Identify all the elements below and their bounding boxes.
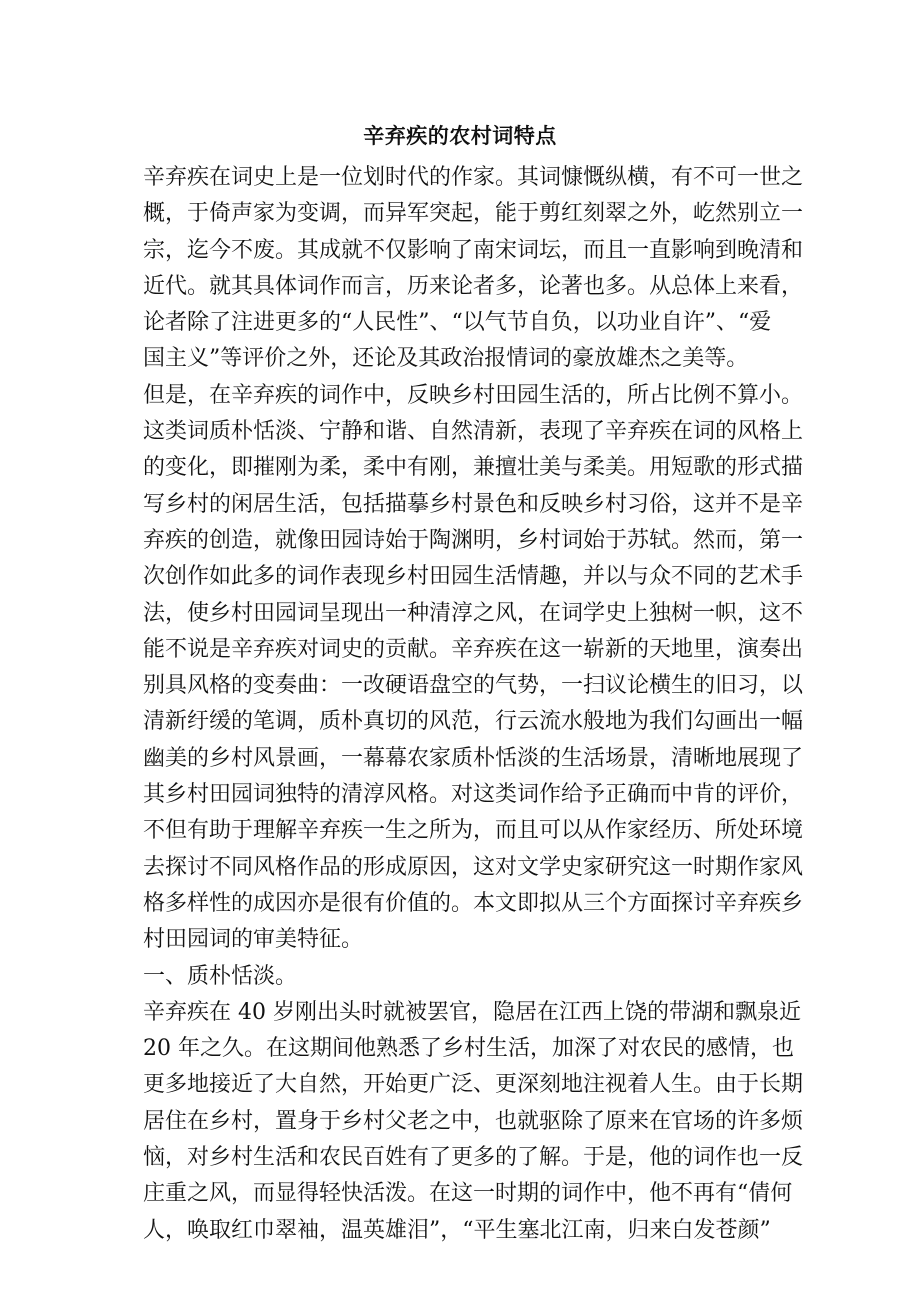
text-line: 村田园词的审美特征。 [143, 927, 364, 953]
text-line: 别具风格的变奏曲：一改硬语盘空的气势，一扫议论横生的旧习，以 [143, 673, 804, 699]
section-heading: 一、质朴恬淡。 [143, 963, 298, 989]
text-line: 概，于倚声家为变调，而异军突起，能于剪红刻翠之外，屹然别立一 [143, 201, 804, 227]
text-line: 其乡村田园词独特的清淳风格。对这类词作给予正确而中肯的评价， [143, 782, 804, 808]
text-line: 辛弃疾在 40 岁刚出头时就被罢官，隐居在江西上饶的带湖和飘泉近 [143, 999, 801, 1025]
text-line: 幽美的乡村风景画，一幕幕农家质朴恬淡的生活场景，清晰地展现了 [143, 745, 804, 771]
text-line: 宗，迄今不废。其成就不仅影响了南宋词坛，而且一直影响到晚清和 [143, 237, 804, 263]
text-line: 更多地接近了大自然，开始更广泛、更深刻地注视着人生。由于长期 [143, 1072, 804, 1098]
text-line: 论者除了注进更多的“人民性”、“以气节自负，以功业自许”、“爱 [143, 310, 772, 336]
text-line: 次创作如此多的词作表现乡村田园生活情趣，并以与众不同的艺术手 [143, 564, 804, 590]
text-line: 能不说是辛弃疾对词史的贡献。辛弃疾在这一崭新的天地里，演奏出 [143, 636, 804, 662]
text-line: 这类词质朴恬淡、宁静和谐、自然清新，表现了辛弃疾在词的风格上 [143, 419, 804, 445]
text-line: 格多样性的成因亦是很有价值的。本文即拟从三个方面探讨辛弃疾乡 [143, 890, 804, 916]
text-line: 20 年之久。在这期间他熟悉了乡村生活，加深了对农民的感情，也 [143, 1036, 794, 1062]
text-line: 去探讨不同风格作品的形成原因，这对文学史家研究这一时期作家风 [143, 854, 804, 880]
text-line: 弃疾的创造，就像田园诗始于陶渊明，乡村词始于苏轼。然而，第一 [143, 527, 804, 553]
text-line: 不但有助于理解辛弃疾一生之所为，而且可以从作家经历、所处环境 [143, 818, 804, 844]
text-line: 恼，对乡村生活和农民百姓有了更多的了解。于是，他的词作也一反 [143, 1145, 804, 1171]
text-line: 国主义”等评价之外，还论及其政治报情词的豪放雄杰之美等。 [143, 346, 749, 372]
document-title: 辛弃疾的农村词特点 [363, 123, 557, 148]
document-body [143, 160, 804, 1249]
text-line: 写乡村的闲居生活，包括描摹乡村景色和反映乡村习俗，这并不是辛 [143, 491, 804, 517]
text-line: 庄重之风，而显得轻快活泼。在这一时期的词作中，他不再有“倩何 [143, 1181, 793, 1207]
text-line: 法，使乡村田园词呈现出一种清淳之风，在词学史上独树一帜，这不 [143, 600, 804, 626]
text-line: 的变化，即摧刚为柔，柔中有刚，兼擅壮美与柔美。用短歌的形式描 [143, 455, 804, 481]
text-line: 辛弃疾在词史上是一位划时代的作家。其词慷慨纵横，有不可一世之 [143, 165, 804, 190]
text-line: 但是，在辛弃疾的词作中，反映乡村田园生活的，所占比例不算小。 [143, 382, 804, 408]
text-line: 清新纡缓的笔调，质朴真切的风范，行云流水般地为我们勾画出一幅 [143, 709, 804, 735]
text-line: 居住在乡村，置身于乡村父老之中，也就驱除了原来在官场的许多烦 [143, 1108, 804, 1134]
text-line: 近代。就其具体词作而言，历来论者多，论著也多。从总体上来看， [143, 273, 804, 299]
text-line: 人，唤取红巾翠袖，温英雄泪”，“平生塞北江南，归来白发苍颜” [143, 1217, 771, 1243]
